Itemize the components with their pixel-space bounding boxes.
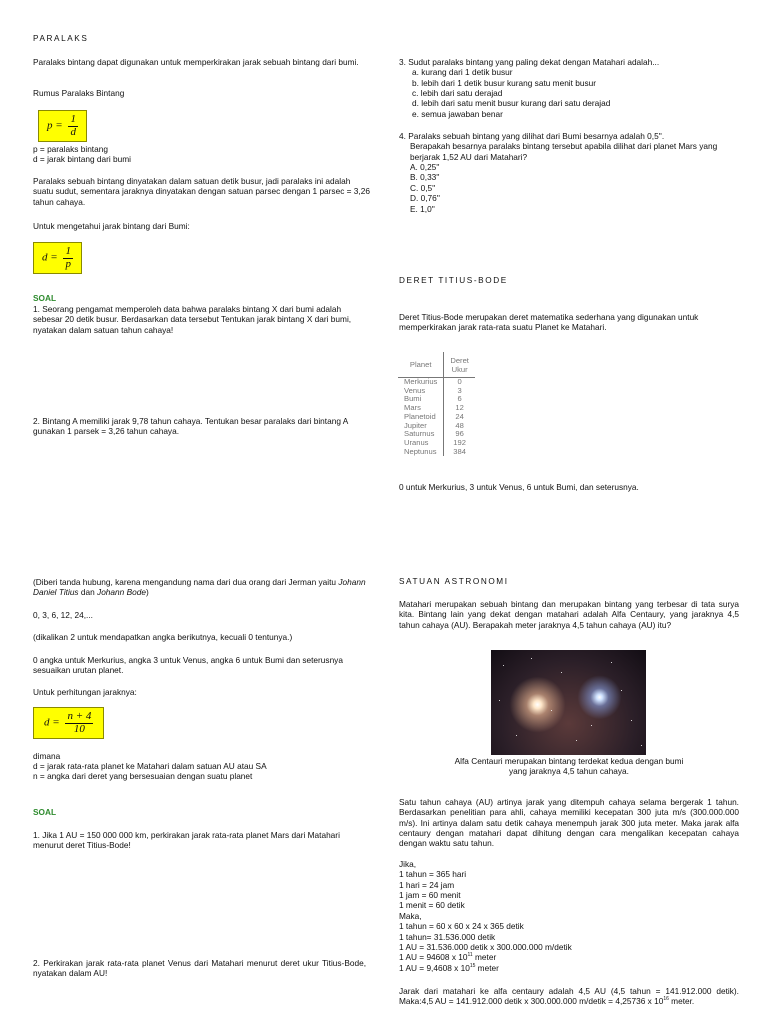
calc-line: 1 jam = 60 menit: [399, 890, 461, 901]
def-p: p = paralaks bintang: [33, 144, 108, 154]
paralaks-units: Paralaks sebuah bintang dinyatakan dalam satuan detik busur, jadi paralaks ini adalah suatu sudut, sementara jaraknya dinyatakan dengan satuan parsec dengan 1 parsec = 3,26 tahun cahaya.: [33, 176, 370, 207]
calc-line: 1 menit = 60 detik: [399, 900, 465, 911]
calc-line: Maka,: [399, 910, 422, 921]
q4-option-e: E. 1,0'': [410, 203, 435, 214]
titius-bode-table: [398, 352, 475, 456]
q3-option-a: a. kurang dari 1 detik busur: [412, 67, 513, 78]
angka-text: 0 angka untuk Merkurius, angka 3 untuk Venus, angka 6 untuk Bumi dan seterusnya sesuaikan urutan planet.: [33, 655, 343, 676]
fraction-den: p: [65, 257, 71, 270]
table-cell-value: 192: [453, 438, 466, 448]
col-deret-ukur: [444, 352, 475, 378]
question-3: [399, 57, 739, 119]
calc-line-au-1: [399, 952, 739, 962]
fraction-num: n + 4: [67, 710, 92, 722]
table-cell-value: 12: [455, 403, 464, 413]
calc-line: 1 AU = 31.536.000 detik x 300.000.000 m/detik: [399, 941, 572, 952]
q3-option-b: b. lebih dari 1 detik busur kurang satu menit busur: [412, 77, 597, 88]
titius-heading: DERET TITIUS-BODE: [399, 276, 508, 285]
exponent: 16: [663, 996, 669, 1003]
name-titius: Johann Daniel Titius: [33, 577, 366, 598]
question-1: 1. Seorang pengamat memperoleh data bahwa paralaks bintang X dari bumi adalah sebesar 20 detik busur. Berdasarkan data tersebut Tentukan jarak bintang X dari bumi, nyatakan dalam satuan tahun cahaya!: [33, 304, 352, 335]
fraction-num: 1: [70, 113, 76, 125]
calculation-block: [399, 859, 739, 973]
exponent: 15: [469, 962, 476, 969]
paralaks-intro: Paralaks bintang dapat digunakan untuk memperkirakan jarak sebuah bintang dari bumi.: [33, 57, 359, 67]
def-n: n = angka dari deret yang bersesuaian dengan suatu planet: [33, 771, 253, 781]
q4-option-a: A. 0,25'': [410, 162, 440, 173]
col-deret: Deret: [450, 355, 469, 365]
titius-note: [33, 577, 368, 598]
table-cell-planet: Mars: [398, 404, 444, 413]
alfa-centauri-image: [491, 650, 646, 755]
fraction: [65, 711, 93, 735]
calc-line: 1 tahun= 31.536.000 detik: [399, 931, 496, 942]
final-text-b: meter.: [668, 996, 695, 1007]
table-cell-value: 24: [455, 411, 464, 421]
table-cell-planet: Bumi: [398, 395, 444, 404]
fraction-num: 1: [65, 245, 71, 257]
table-cell-value: 384: [453, 446, 466, 456]
fraction: [63, 246, 73, 270]
soal2-heading: SOAL: [33, 807, 57, 817]
table-caption: 0 untuk Merkurius, 3 untuk Venus, 6 untuk Bumi, dan seterusnya.: [399, 482, 639, 492]
q4-option-c: C. 0,5'': [410, 182, 436, 193]
table-row: [398, 448, 475, 457]
formula-lhs: d =: [44, 716, 60, 729]
table-cell-value: 3: [457, 385, 462, 395]
satuan-heading: SATUAN ASTRONOMI: [399, 577, 509, 586]
formula-lhs: d =: [42, 251, 58, 264]
q3-option-c: c. lebih dari satu derajad: [412, 88, 503, 99]
col-planet: Planet: [398, 352, 444, 378]
rumus-label: Rumus Paralaks Bintang: [33, 88, 125, 98]
table-cell-value: 48: [455, 420, 464, 430]
calc-text: 1 AU = 9,4608 x 10: [399, 962, 470, 973]
note-text: dan: [78, 587, 98, 598]
final-text: [399, 986, 739, 1007]
table-cell-value: 6: [457, 394, 462, 404]
table-cell-planet: Neptunus: [398, 448, 444, 457]
calc-line: 1 hari = 24 jam: [399, 879, 455, 890]
table-cell-planet: Uranus: [398, 439, 444, 448]
fraction: [68, 114, 78, 138]
fraction-den: 10: [73, 722, 85, 735]
q4-option-b: B. 0,33'': [410, 172, 440, 183]
satuan-intro: Matahari merupakan sebuah bintang dan merupakan bintang yang terbesar di tata surya kita. Bintang lain yang dekat dengan matahari adalah Alfa Centaury, yang jaraknya 4,5 tahun cahaya (AU). Berapakah meter jaraknya 4,5 tahun cahaya (AU) itu?: [399, 599, 739, 630]
tb-question-1: 1. Jika 1 AU = 150 000 000 km, perkirakan jarak rata-rata planet Mars dari Matahari menurut deret Titius-Bode!: [33, 830, 340, 851]
calc-text: meter: [475, 962, 499, 973]
image-caption: [399, 756, 739, 777]
caption-line-1: Alfa Centauri merupakan bintang terdekat kedua dengan bumi: [454, 756, 684, 766]
sequence: 0, 3, 6, 12, 24,...: [33, 610, 93, 620]
table-cell-planet: Jupiter: [398, 422, 444, 431]
formula-jarak: [33, 242, 82, 274]
final-text-a: Jarak dari matahari ke alfa centaury adalah 4,5 AU (4,5 tahun = 141.912.000 detik). Maka:4,5 AU = 141.912.000 detik x 300.000.000 m/detik = 4,25736 x 10: [399, 986, 739, 1007]
q3-option-e: e. semua jawaban benar: [412, 108, 503, 119]
table-header-row: [398, 352, 475, 378]
paralaks-heading: PARALAKS: [33, 34, 89, 43]
def-d: d = jarak bintang dari bumi: [33, 154, 132, 164]
question-3-text: 3. Sudut paralaks bintang yang paling dekat dengan Matahari adalah...: [399, 57, 660, 67]
table-cell-planet: Planetoid: [398, 413, 444, 422]
calc-text: 1 AU = 94608 x 10: [399, 952, 468, 963]
calc-line: 1 tahun = 365 hari: [399, 869, 467, 880]
dimana: dimana: [33, 751, 61, 761]
dikalikan-note: (dikalikan 2 untuk mendapatkan angka berikutnya, kecuali 0 tentunya.): [33, 632, 293, 642]
note-text: ): [145, 587, 149, 598]
question-4-cont: Berapakah besarnya paralaks bintang tersebut apabila dilihat dari planet Mars yang berjarak 1,52 AU dari Matahari?: [410, 141, 718, 162]
calc-text: meter: [472, 952, 497, 963]
question-2: 2. Bintang A memiliki jarak 9,78 tahun cahaya. Tentukan besar paralaks dari bintang A gunakan 1 parsek = 3,26 tahun cahaya.: [33, 416, 348, 437]
name-bode: Johann Bode: [97, 587, 146, 598]
cahaya-text: Satu tahun cahaya (AU) artinya jarak yang ditempuh cahaya selama bergerak 1 tahun. Berdasarkan penelitian para ahli, cahaya memiliki kecepatan 300 juta m/s (300.000.000 m/s). Ini artinya dalam satu detik cahaya menempuh jarak 300 juta meter. Maka jarak alfa centaury dengan matahari dapat dihitung dengan cara mengalikan kecepatan cahaya dengan waktu satu tahun.: [399, 797, 739, 849]
table-cell-value: 96: [455, 429, 464, 439]
table-cell-value: 0: [457, 377, 462, 386]
question-4: [399, 131, 739, 214]
calc-line-au-2: [399, 963, 739, 973]
caption-line-2: yang jaraknya 4,5 tahun cahaya.: [509, 766, 629, 777]
q3-option-d: d. lebih dari satu menit busur kurang dari satu derajad: [412, 98, 611, 109]
calc-line: 1 tahun = 60 x 60 x 24 x 365 detik: [399, 921, 524, 932]
formula-lhs: p =: [47, 119, 63, 132]
tb-question-2: 2. Perkirakan jarak rata-rata planet Venus dari Matahari menurut deret ukur Titius-Bode, nyatakan dalam AU!: [33, 958, 366, 979]
q4-option-d: D. 0,76'': [410, 193, 440, 204]
untuk-perhitungan: Untuk perhitungan jaraknya:: [33, 687, 137, 697]
col-ukur: Ukur: [451, 364, 468, 374]
titius-intro: Deret Titius-Bode merupakan deret matematika sederhana yang digunakan untuk memperkirakan jarak rata-rata suatu Planet ke Matahari.: [399, 312, 699, 333]
formula-titius: [33, 707, 104, 739]
table-cell-planet: Venus: [398, 387, 444, 396]
note-text: (Diberi tanda hubung, karena mengandung nama dari dua orang dari Jerman yaitu: [33, 577, 339, 587]
table-cell-planet: Saturnus: [398, 430, 444, 439]
question-4-text: 4. Paralaks sebuah bintang yang dilihat dari Bumi besarnya adalah 0,5''.: [399, 131, 665, 141]
calc-line: Jika,: [399, 859, 417, 869]
fraction-den: d: [70, 125, 76, 138]
table-cell-planet: Merkurius: [398, 378, 444, 387]
formula-paralaks: [38, 110, 87, 142]
def-d2: d = jarak rata-rata planet ke Matahari dalam satuan AU atau SA: [33, 761, 267, 771]
untuk-label: Untuk mengetahui jarak bintang dari Bumi:: [33, 221, 190, 231]
soal-heading: SOAL: [33, 293, 57, 303]
exponent: 11: [467, 952, 473, 959]
